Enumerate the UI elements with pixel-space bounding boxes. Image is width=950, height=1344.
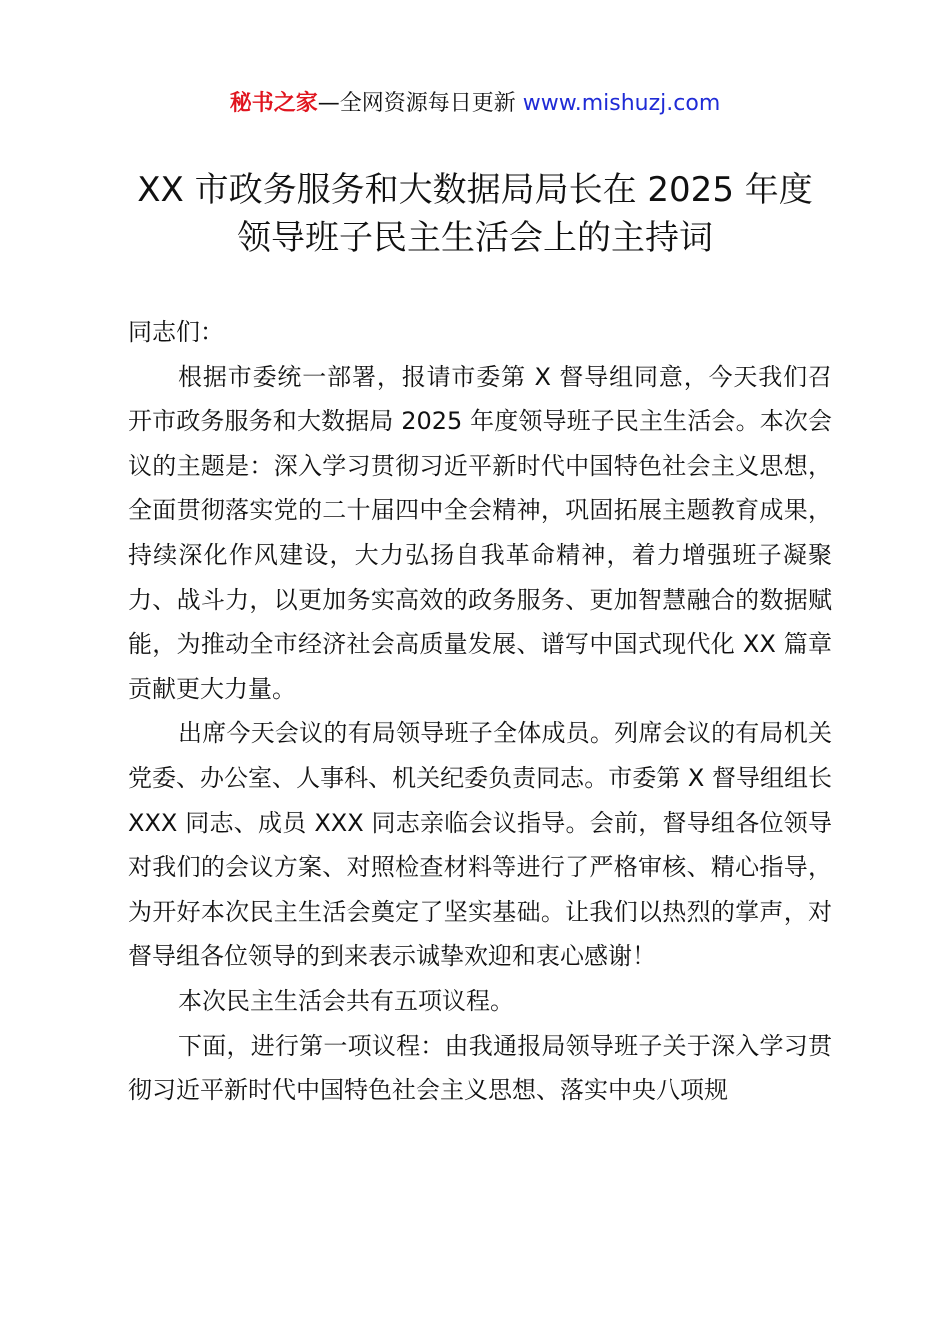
title-line-1: XX 市政务服务和大数据局局长在 2025 年度	[137, 170, 813, 210]
header-slogan: —全网资源每日更新	[317, 91, 516, 116]
title-line-2: 领导班子民主生活会上的主持词	[237, 218, 713, 258]
paragraph-2: 出席今天会议的有局领导班子全体成员。列席会议的有局机关党委、办公室、人事科、机关纪委负责同志。市委第 X 督导组组长 XXX 同志、成员 XXX 同志亲临会议指导。会前，督导组各位领导对我们的会议方案、对照检查材料等进行了严格审核、精心指导，为开好本次民主生活会奠定了坚实基础。让我们以热烈的掌声，对督导组各位领导的到来表示诚挚欢迎和衷心感谢！	[128, 719, 832, 971]
brand-name: 秘书之家	[229, 91, 318, 116]
document-body	[128, 310, 832, 1113]
salutation: 同志们：	[128, 318, 224, 346]
paragraph-4: 下面，进行第一项议程：由我通报局领导班子关于深入学习贯彻习近平新时代中国特色社会主义思想、落实中央八项规	[128, 1031, 832, 1105]
paragraph-1: 根据市委统一部署，报请市委第 X 督导组同意，今天我们召开市政务服务和大数据局 2025 年度领导班子民主生活会。本次会议的主题是：深入学习贯彻习近平新时代中国特色社会主义思想，全面贯彻落实党的二十届四中全会精神，巩固拓展主题教育成果，持续深化作风建设，大力弘扬自我革命精神，着力增强班子凝聚力、战斗力，以更加务实高效的政务服务、更加智慧融合的数据赋能，为推动全市经济社会高质量发展、谱写中国式现代化 XX 篇章贡献更大力量。	[128, 362, 832, 703]
site-url-link[interactable]: www.mishuzj.com	[522, 91, 721, 116]
site-header	[0, 88, 950, 120]
paragraph-3: 本次民主生活会共有五项议程。	[178, 986, 514, 1015]
document-title	[60, 166, 890, 262]
